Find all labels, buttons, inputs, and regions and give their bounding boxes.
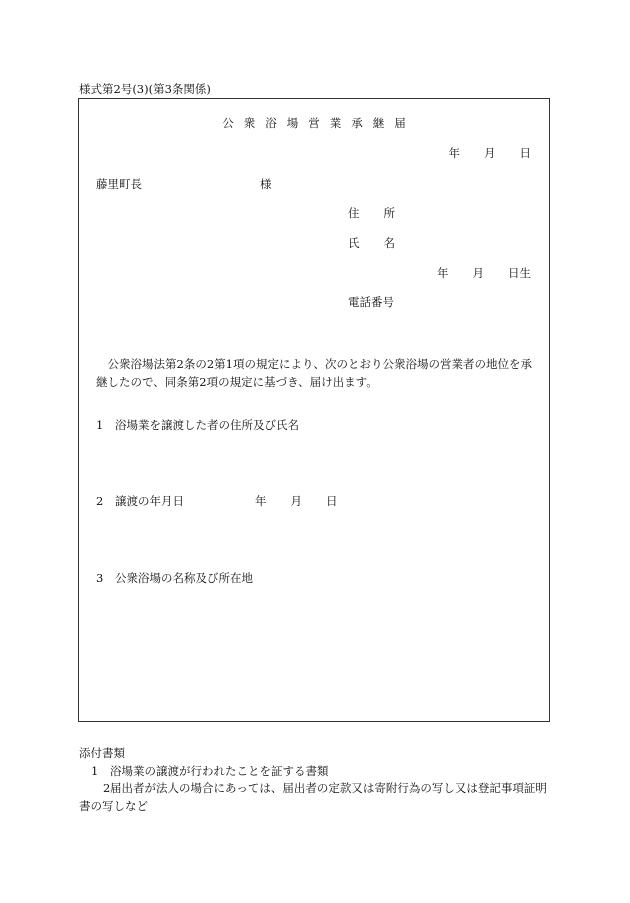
- item-label: 公衆浴場の名称及び所在地: [115, 571, 253, 585]
- transfer-date-fields: [255, 492, 338, 510]
- attachments-heading: 添付書類: [79, 746, 125, 760]
- phone-label: 電話番号: [348, 295, 394, 309]
- attachment-item: [79, 779, 551, 816]
- transfer-month: 月: [290, 494, 302, 508]
- item-transfer-date: [96, 492, 184, 510]
- submission-date: [449, 144, 532, 162]
- address-label: 住所: [348, 206, 419, 220]
- item-transferor: [96, 416, 299, 434]
- date-day: 日: [519, 146, 531, 160]
- attachment-item: [91, 762, 329, 780]
- name-label: 氏名: [348, 236, 419, 250]
- attachment-number: 1: [91, 764, 99, 778]
- name-field: [348, 234, 419, 252]
- birth-year: 年: [437, 266, 449, 280]
- item-bathhouse: [96, 569, 253, 587]
- item-number: 1: [96, 418, 104, 432]
- form-title: 公衆浴場営業承継届: [222, 116, 416, 130]
- birth-month: 月: [472, 266, 484, 280]
- item-number: 2: [96, 494, 104, 508]
- statement-text: 公衆浴場法第2条の2第1項の規定により、次のとおり公衆浴場の営業者の地位を承継したので、同条第2項の規定に基づき、届け出ます。: [96, 357, 532, 390]
- attachment-number: 2: [103, 781, 111, 795]
- recipient-suffix: 様: [260, 177, 272, 191]
- date-month: 月: [484, 146, 496, 160]
- attachment-text: 浴場業の譲渡が行われたことを証する書類: [110, 764, 329, 778]
- item-number: 3: [96, 571, 104, 585]
- birth-day: 日生: [508, 266, 531, 280]
- item-label: 譲渡の年月日: [115, 494, 184, 508]
- form-box: [78, 98, 550, 722]
- address-field: [348, 204, 419, 222]
- attachment-text: 届出者が法人の場合にあっては、届出者の定款又は寄附行為の写し又は登記事項証明書の写しなど: [79, 781, 547, 814]
- phone-field: [348, 293, 394, 311]
- transfer-day: 日: [326, 494, 338, 508]
- form-number-label: 様式第2号(3)(第3条関係): [79, 82, 211, 96]
- transfer-year: 年: [255, 494, 267, 508]
- item-label: 浴場業を譲渡した者の住所及び氏名: [115, 418, 299, 432]
- birth-date: [437, 264, 531, 282]
- date-year: 年: [448, 146, 460, 160]
- recipient-name: 藤里町長: [96, 177, 142, 191]
